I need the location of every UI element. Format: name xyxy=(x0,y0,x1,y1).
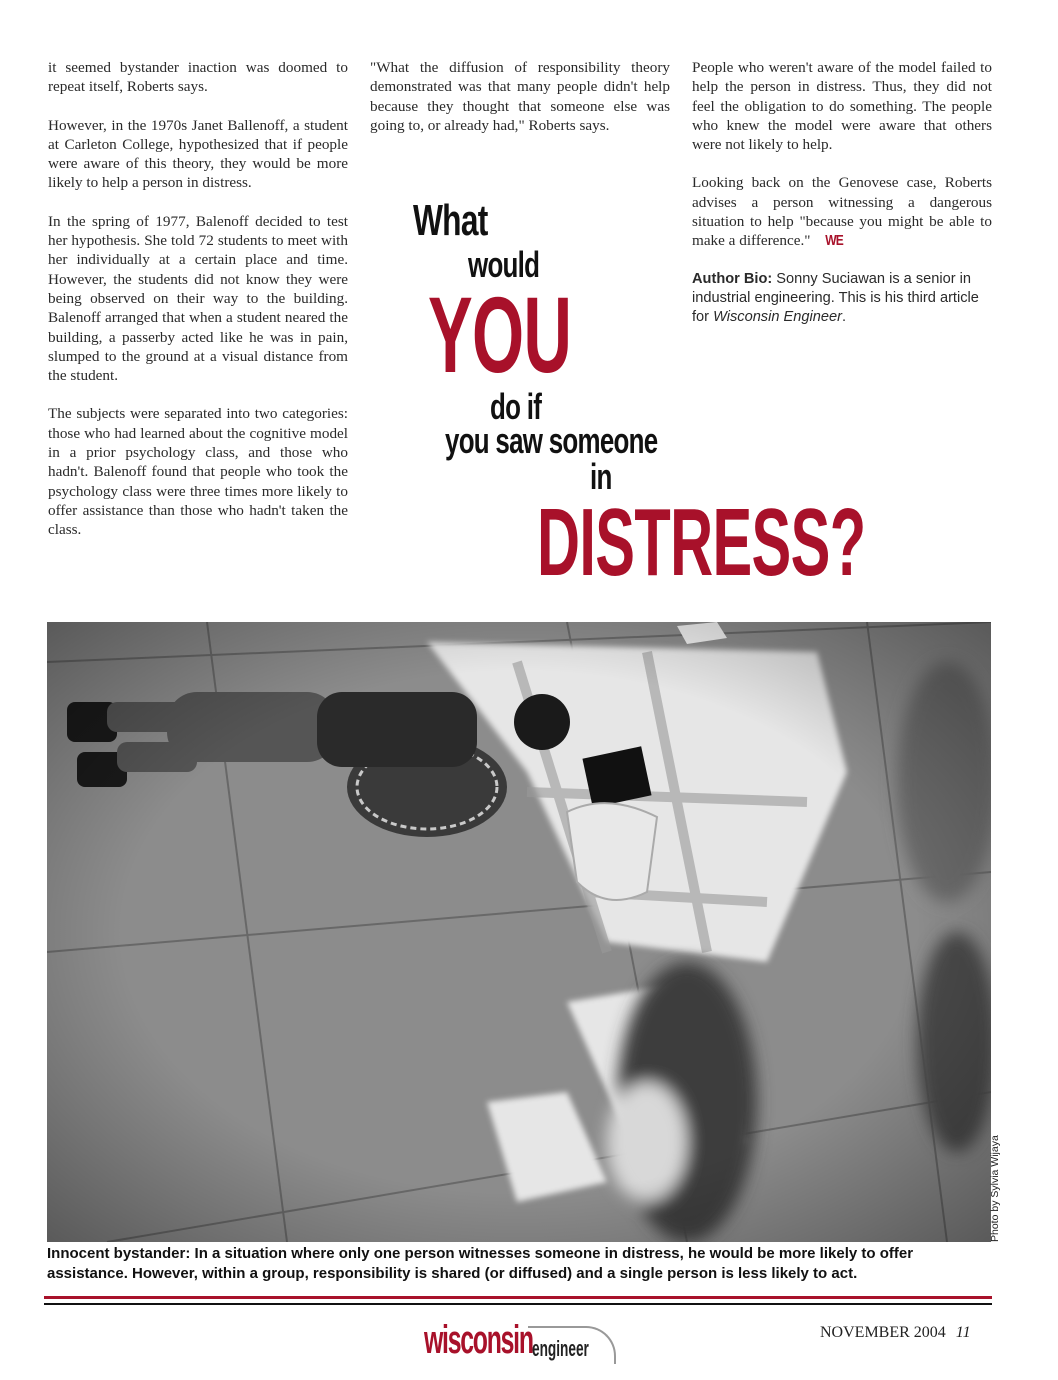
headline-distress: DISTRESS? xyxy=(537,489,866,596)
photo-caption xyxy=(47,1244,991,1283)
footer-rule-black xyxy=(44,1303,992,1305)
article-column-2 xyxy=(370,58,670,154)
end-mark-logo: WE xyxy=(824,232,843,250)
caption-label: Innocent bystander: xyxy=(47,1245,191,1262)
headline-saw-someone: you saw someone xyxy=(445,420,658,461)
author-bio-publication: Wisconsin Engineer xyxy=(713,308,842,325)
headline-what: What xyxy=(413,196,488,245)
paragraph: it seemed bystander inaction was doomed to repeat itself, Roberts says. xyxy=(48,59,348,96)
photo-illustration xyxy=(47,622,991,1242)
author-bio xyxy=(692,270,992,327)
bystander-photo xyxy=(47,622,991,1242)
page-number: 11 xyxy=(955,1324,971,1341)
headline-you: YOU xyxy=(428,274,572,395)
paragraph-text: Looking back on the Genovese case, Roberts advises a person witnessing a dangerous situation to help "because you might be able to make a difference." xyxy=(692,174,992,250)
photo-credit: Photo by Sylvia Wijaya xyxy=(989,1135,1001,1242)
logo-main-word: wisconsin xyxy=(424,1318,533,1362)
article-column-1 xyxy=(48,58,348,559)
issue-date: NOVEMBER 2004 xyxy=(820,1324,946,1341)
headline-would: would xyxy=(468,244,540,285)
caption-text: In a situation where only one person witnesses someone in distress, he would be more likely to offer assistance. However, within a group, responsibility is shared (or diffused) and a single person is less likely to act. xyxy=(47,1245,914,1282)
author-bio-end: . xyxy=(841,308,846,325)
footer-issue xyxy=(820,1324,971,1342)
quote-paragraph: "What the diffusion of responsibility theory demonstrated was that many people didn't help because they thought that someone else was going to, or already had," Roberts says. xyxy=(370,59,670,134)
headline-do-if: do if xyxy=(490,386,542,427)
footer-rule-red xyxy=(44,1296,992,1299)
paragraph xyxy=(692,173,992,250)
wisconsin-engineer-logo xyxy=(424,1316,624,1368)
paragraph: The subjects were separated into two categories: those who had learned about the cognitive model in a prior psychology class, and those who hadn't. Balenoff found that people who took the psychology class were three times more likely to offer assistance than those who hadn't taken the class. xyxy=(48,405,348,539)
paragraph: However, in the 1970s Janet Ballenoff, a student at Carleton College, hypothesized that if people were aware of this theory, they would be more likely to help a person in distress. xyxy=(48,116,348,192)
author-bio-label: Author Bio: xyxy=(692,270,773,287)
article-column-3 xyxy=(692,58,992,346)
paragraph: People who weren't aware of the model failed to help the person in distress. Thus, they did not feel the obligation to do something. The people who knew the model were aware that others were not likely to help. xyxy=(692,59,992,154)
headline-in: in xyxy=(590,456,612,497)
logo-sub-word: engineer xyxy=(532,1336,589,1361)
author-bio-text: Sonny Suciawan is a senior in industrial engineering. This is his third article for xyxy=(692,270,979,325)
paragraph: In the spring of 1977, Balenoff decided to test her hypothesis. She told 72 students to meet with her individually at a certain place and time. However, the students did not know they were being observed on their way to the building. Balenoff arranged that when a student neared the building, a passerby acted like he was in pain, slumped to the ground at a visual distance from the student. xyxy=(48,212,348,385)
